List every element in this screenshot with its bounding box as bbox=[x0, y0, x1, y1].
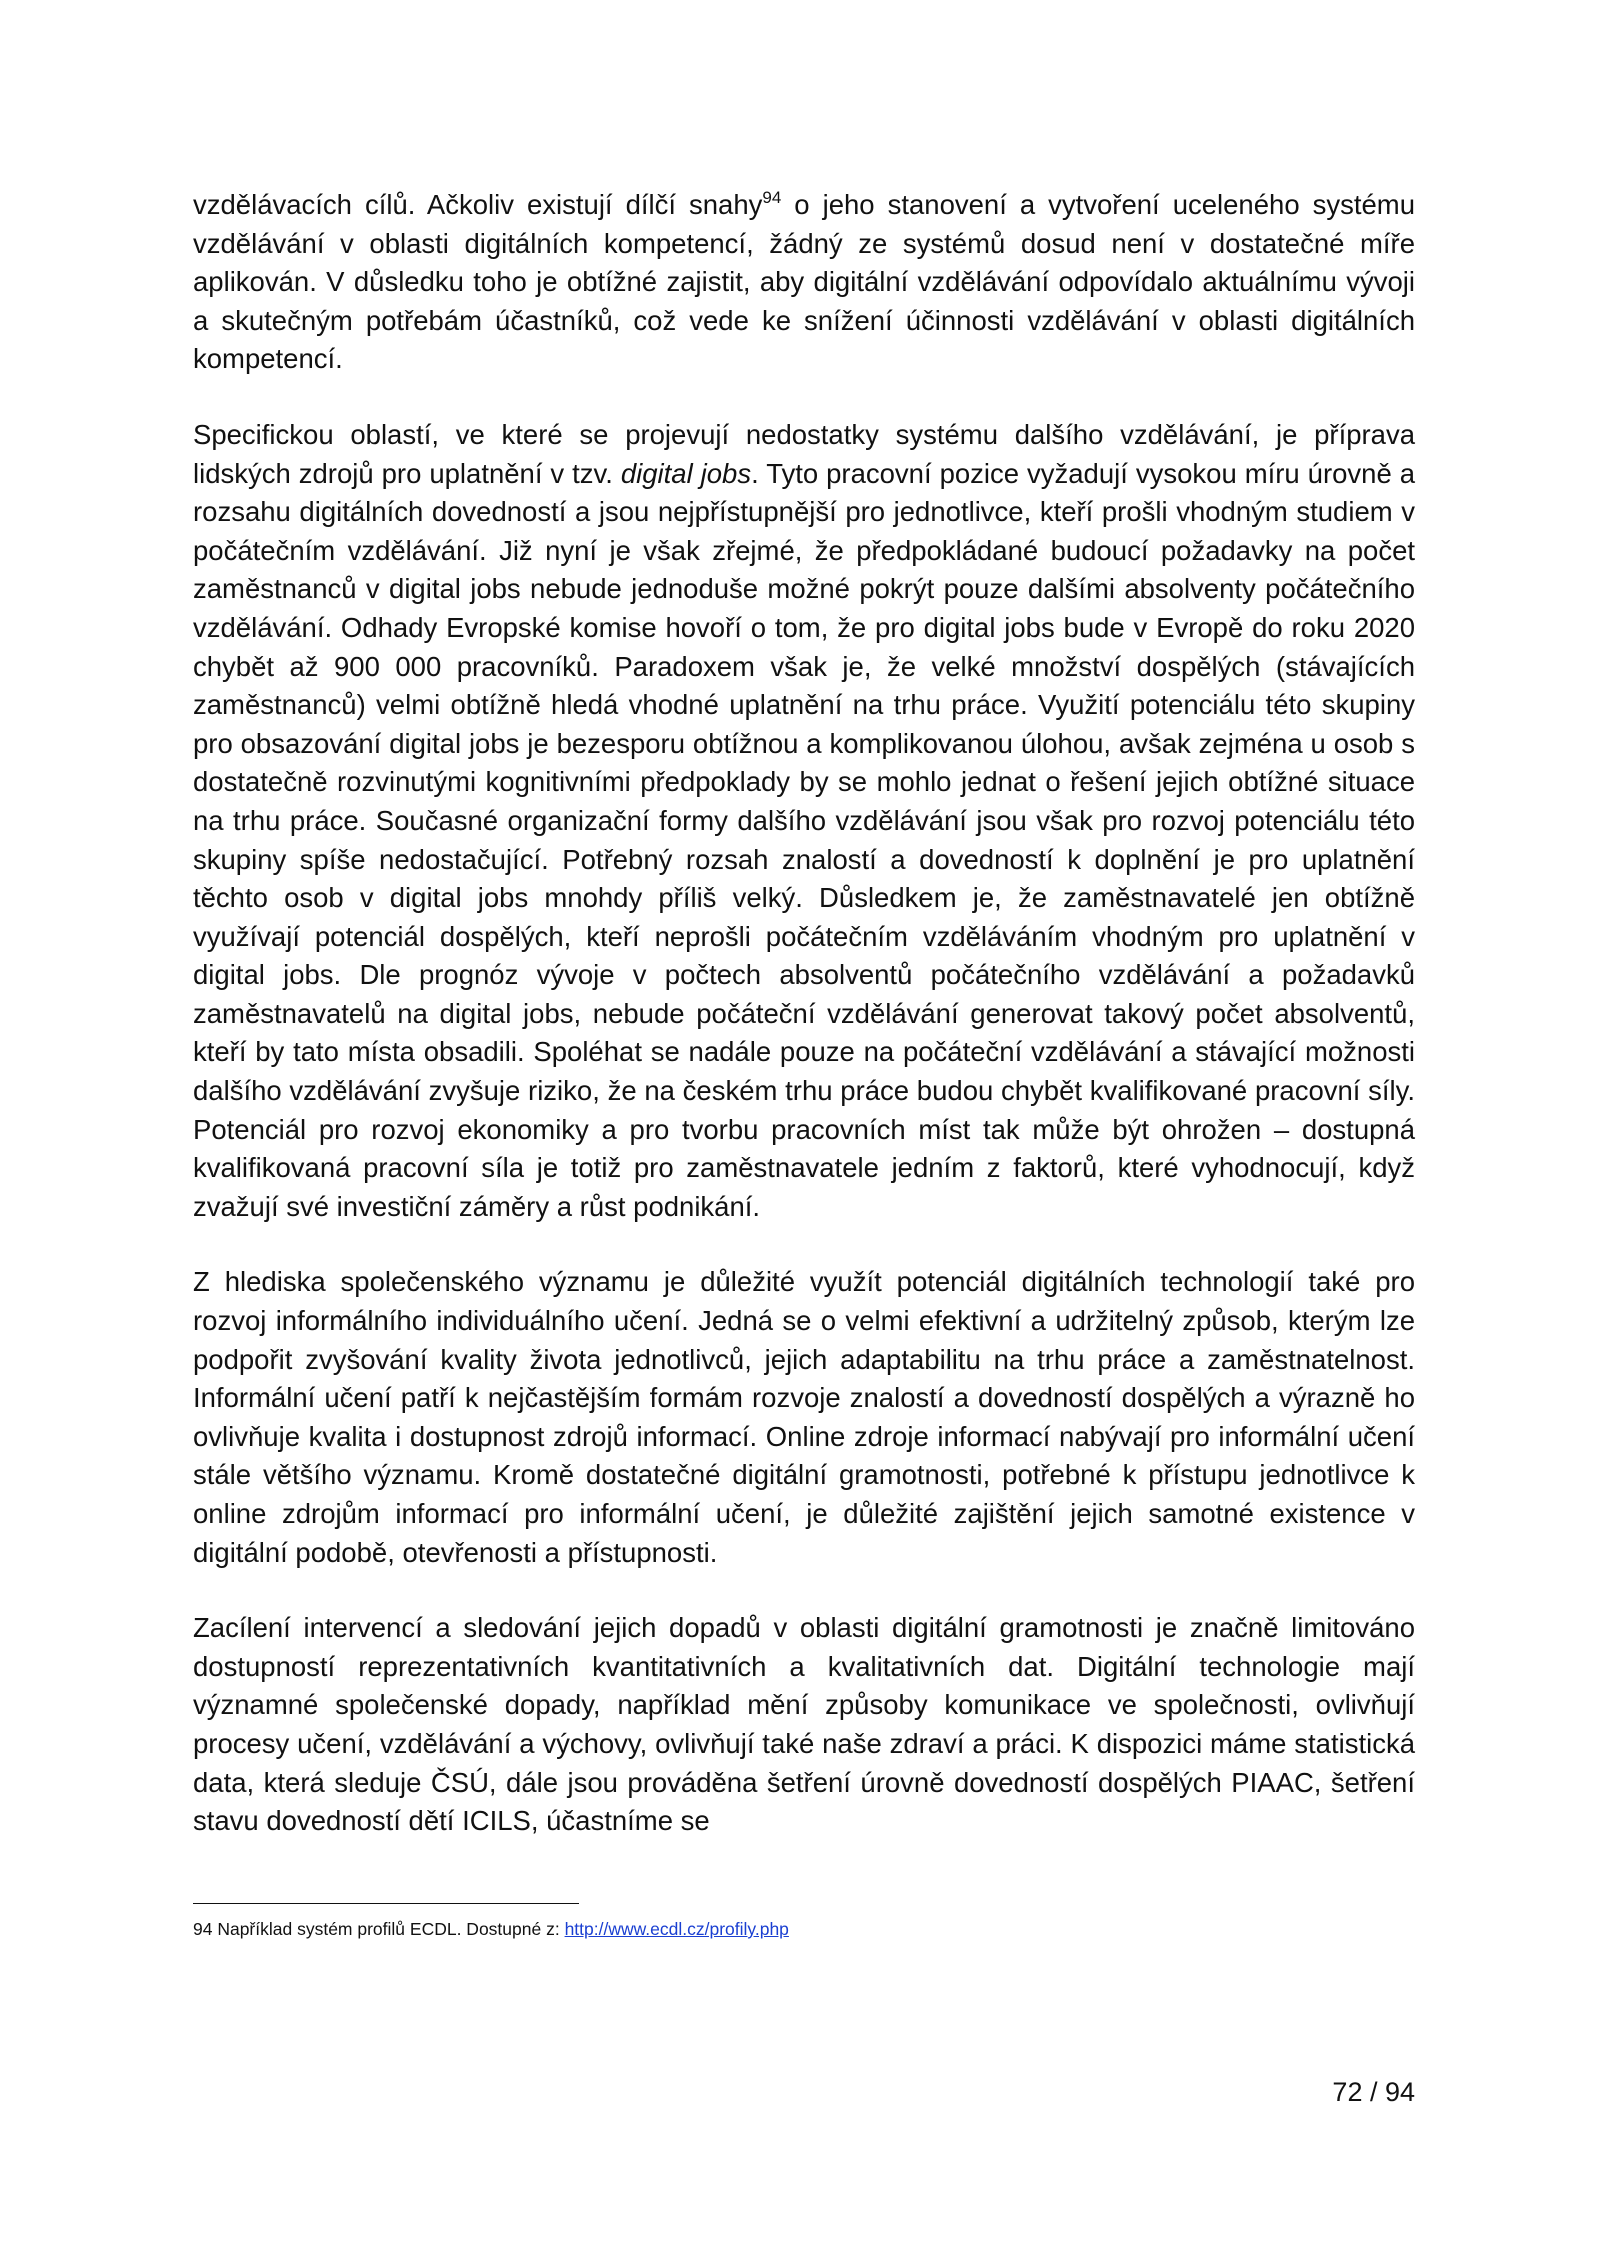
paragraph-2-italic-term: digital jobs bbox=[620, 457, 752, 489]
paragraph-4: Zacílení intervencí a sledování jejich dopadů v oblasti digitální gramotnosti je značně limitováno dostupností reprezentativních kvantitativních a kvalitativních dat. Digitální technologie mají významné společenské dopady, například mění způsoby komunikace ve společnosti, ovlivňují procesy učení, vzdělávání a výchovy, ovlivňují také naše zdraví a práci. K dispozici máme statistická data, která sleduje ČSÚ, dále jsou prováděna šetření úrovně dovedností dospělých PIAAC, šetření stavu dovedností dětí ICILS, účastníme se bbox=[193, 1612, 1415, 1837]
footnote bbox=[193, 1918, 789, 1940]
paragraph-1 bbox=[193, 186, 1415, 379]
footnote-link[interactable]: http://www.ecdl.cz/profily.php bbox=[564, 1919, 789, 1939]
paragraph-3: Z hlediska společenského významu je důležité využít potenciál digitálních technologií také pro rozvoj informálního individuálního učení. Jedná se o velmi efektivní a udržitelný způsob, kterým lze podpořit zvyšování kvality života jednotlivců, jejich adaptabilitu na trhu práce a zaměstnatelnost. Informální učení patří k nejčastějším formám rozvoje znalostí a dovedností dospělých a výrazně ho ovlivňuje kvalita i dostupnost zdrojů informací. Online zdroje informací nabývají pro informální učení stále většího významu. Kromě dostatečné digitální gramotnosti, potřebné k přístupu jednotlivce k online zdrojům informací pro informální učení, je důležité zajištění jejich samotné existence v digitální podobě, otevřenosti a přístupnosti. bbox=[193, 1266, 1415, 1568]
paragraph-1-text-a: vzdělávacích cílů. Ačkoliv existují dílčí snahy bbox=[193, 189, 763, 220]
footnote-text: 94 Například systém profilů ECDL. Dostupné z: bbox=[193, 1919, 565, 1939]
page-number: 72 / 94 bbox=[1332, 2077, 1415, 2107]
document-body bbox=[193, 186, 1415, 1841]
paragraph-1-text-b: o jeho stanovení a vytvoření uceleného systému vzdělávání v oblasti digitálních kompetencí, žádný ze systémů dosud není v dostatečné míře aplikován. V důsledku toho je obtížné zajistit, aby digitální vzdělávání odpovídalo aktuálnímu vývoji a skutečným potřebám účastníků, což vede ke snížení účinnosti vzdělávání v oblasti digitálních kompetencí. bbox=[193, 189, 1415, 375]
footnote-reference[interactable]: 94 bbox=[762, 188, 782, 207]
paragraph-2 bbox=[193, 416, 1415, 1226]
paragraph-2-text-a: Specifickou oblastí, ve které se projevují nedostatky systému dalšího vzdělávání, je příprava lidských zdrojů pro uplatnění v tzv. bbox=[193, 418, 1415, 489]
paragraph-2-text-b: . Tyto pracovní pozice vyžadují vysokou míru úrovně a rozsahu digitálních dovedností a jsou nejpřístupnější pro jednotlivce, kteří prošli vhodným studiem v počátečním vzdělávání. Již nyní je však zřejmé, že předpokládané budoucí požadavky na počet zaměstnanců v digital jobs nebude jednoduše možné pokrýt pouze dalšími absolventy počátečního vzdělávání. Odhady Evropské komise hovoří o tom, že pro digital jobs bude v Evropě do roku 2020 chybět až 900 000 pracovníků. Paradoxem však je, že velké množství dospělých (stávajících zaměstnanců) velmi obtížně hledá vhodné uplatnění na trhu práce. Využití potenciálu této skupiny pro obsazování digital jobs je bezesporu obtížnou a komplikovanou úlohou, avšak zejména u osob s dostatečně rozvinutými kognitivními předpoklady by se mohlo jednat o řešení jejich obtížné situace na trhu práce. Současné organizační formy dalšího vzdělávání jsou však pro rozvoj potenciálu této skupiny spíše nedostačující. Potřebný rozsah znalostí a dovedností k doplnění je pro uplatnění těchto osob v digital jobs mnohdy příliš velký. Důsledkem je, že zaměstnavatelé jen obtížně využívají potenciál dospělých, kteří neprošli počátečním vzděláváním vhodným pro uplatnění v digital jobs. Dle prognóz vývoje v počtech absolventů počátečního vzdělávání a požadavků zaměstnavatelů na digital jobs, nebude počáteční vzdělávání generovat takový počet absolventů, kteří by tato místa obsadili. Spoléhat se nadále pouze na počáteční vzdělávání a stávající možnosti dalšího vzdělávání zvyšuje riziko, že na českém trhu práce budou chybět kvalifikované pracovní síly. Potenciál pro rozvoj ekonomiky a pro tvorbu pracovních míst tak může být ohrožen – dostupná kvalifikovaná pracovní síla je totiž pro zaměstnavatele jedním z faktorů, které vyhodnocují, když zvažují své investiční záměry a růst podnikání. bbox=[193, 457, 1415, 1222]
footnote-separator bbox=[193, 1903, 579, 1904]
